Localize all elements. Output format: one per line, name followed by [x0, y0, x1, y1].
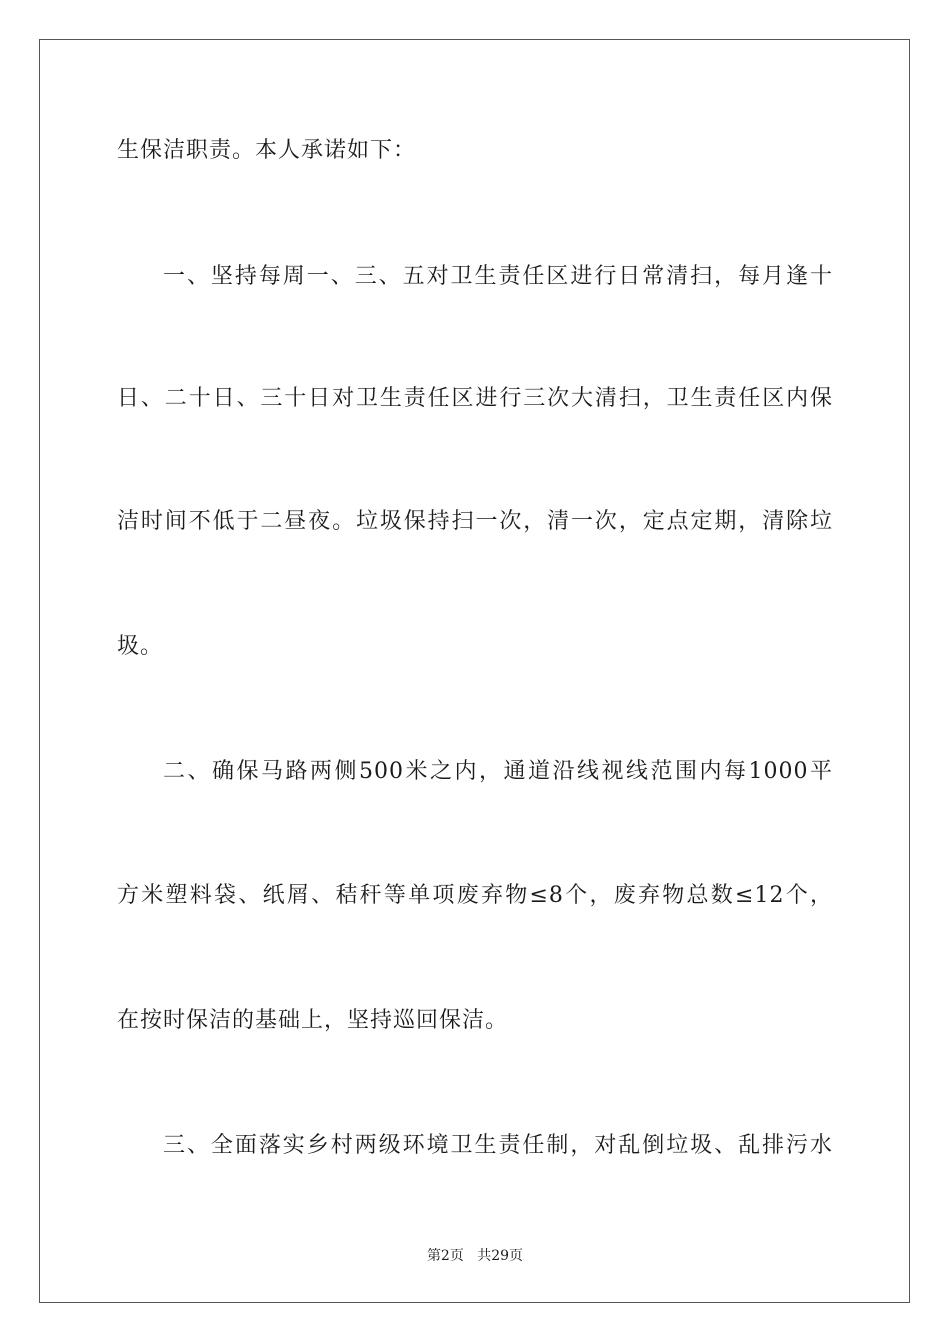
page-border: [39, 39, 910, 1303]
text-line-7: 方米塑料袋、纸屑、秸秆等单项废弃物≤8个，废弃物总数≤12个，: [117, 883, 833, 908]
page-footer: [0, 1246, 950, 1266]
text-line-3: 日、二十日、三十日对卫生责任区进行三次大清扫，卫生责任区内保: [117, 386, 833, 411]
text-line-2: 一、坚持每周一、三、五对卫生责任区进行日常清扫，每月逢十: [163, 264, 833, 289]
text-line-4: 洁时间不低于二昼夜。垃圾保持扫一次，清一次，定点定期，清除垃: [117, 509, 833, 534]
page-number: 第2页: [426, 1248, 464, 1264]
text-line-1: 生保洁职责。本人承诺如下：: [117, 138, 417, 163]
text-line-9: 三、全面落实乡村两级环境卫生责任制，对乱倒垃圾、乱排污水: [163, 1133, 833, 1158]
text-line-5: 圾。: [117, 634, 164, 659]
text-line-6: 二、确保马路两侧500米之内，通道沿线视线范围内每1000平: [163, 759, 833, 784]
page-total: 共29页: [477, 1248, 524, 1264]
text-line-8: 在按时保洁的基础上，坚持巡回保洁。: [117, 1008, 509, 1033]
